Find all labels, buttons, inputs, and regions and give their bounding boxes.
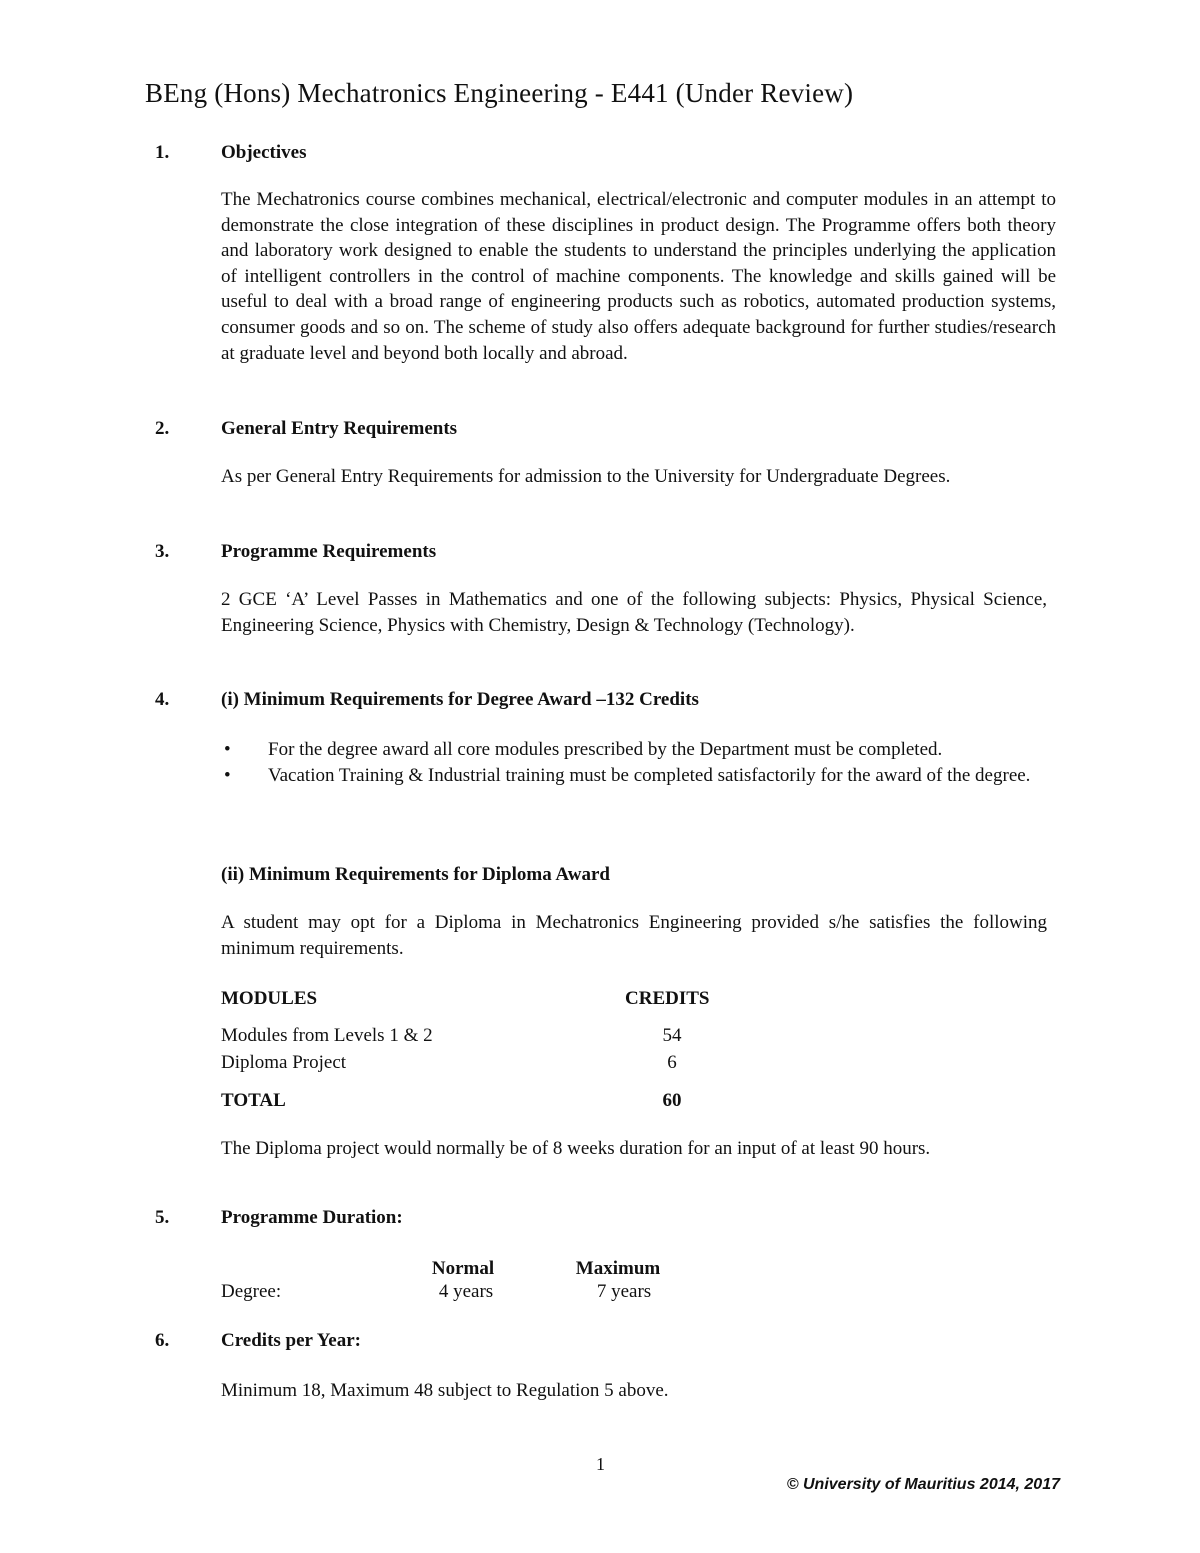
section-heading-objectives: Objectives — [221, 142, 307, 163]
table-row-module: Modules from Levels 1 & 2 — [221, 1025, 433, 1046]
duration-column-normal: Normal — [431, 1258, 495, 1279]
list-item: • Vacation Training & Industrial training must be completed satisfactorily for the award of the degree. — [221, 763, 1031, 789]
section-heading-programme-requirements: Programme Requirements — [221, 541, 437, 562]
section-number-4: 4. — [155, 689, 170, 710]
table-row-module: Diploma Project — [221, 1052, 347, 1073]
table-total-value: 60 — [662, 1090, 682, 1111]
duration-row-label: Degree: — [221, 1281, 282, 1302]
subheading-diploma-award: (ii) Minimum Requirements for Diploma Award — [221, 864, 610, 885]
page-title: BEng (Hons) Mechatronics Engineering - E441 (Under Review) — [145, 78, 854, 108]
section-number-1: 1. — [155, 142, 170, 163]
entry-requirements-paragraph: As per General Entry Requirements for admission to the University for Undergraduate Degrees. — [221, 466, 951, 487]
page-number: 1 — [596, 1454, 605, 1474]
section-number-3: 3. — [155, 541, 170, 562]
duration-normal-value: 4 years — [438, 1281, 494, 1302]
section-number-6: 6. — [155, 1330, 170, 1351]
table-row-credits: 54 — [662, 1025, 682, 1046]
table-total-label: TOTAL — [221, 1090, 286, 1111]
section-heading-programme-duration: Programme Duration: — [221, 1207, 403, 1228]
diploma-award-paragraph: A student may opt for a Diploma in Mechatronics Engineering provided s/he satisfies the following minimum requirements. — [221, 912, 1047, 959]
table-header-credits: CREDITS — [625, 988, 710, 1009]
duration-maximum-value: 7 years — [596, 1281, 652, 1302]
duration-column-maximum: Maximum — [575, 1258, 661, 1279]
table-header-modules: MODULES — [221, 988, 318, 1009]
objectives-paragraph: The Mechatronics course combines mechanical, electrical/electronic and computer modules in an attempt to demonstrate the close integration of these disciplines in product design. The Programme offers both theory and laboratory work designed to enable the students to understand the principles underlying the application of intelligent controllers in the control of machine components. The knowledge and skills gained will be useful to deal with a broad range of engineering products such as robotics, automated production systems, consumer goods and so on. The scheme of study also offers adequate background for further studies/research at graduate level and beyond both locally and abroad. — [221, 189, 1056, 364]
section-heading-degree-award: (i) Minimum Requirements for Degree Award –132 Credits — [221, 689, 699, 710]
degree-award-bullet-list — [221, 737, 1031, 788]
section-number-2: 2. — [155, 418, 170, 439]
table-row-credits: 6 — [667, 1052, 677, 1073]
list-item: • For the degree award all core modules prescribed by the Department must be completed. — [221, 737, 1031, 763]
diploma-project-note: The Diploma project would normally be of 8 weeks duration for an input of at least 90 hours. — [221, 1138, 931, 1159]
section-heading-entry-requirements: General Entry Requirements — [221, 418, 458, 439]
programme-requirements-paragraph: 2 GCE ‘A’ Level Passes in Mathematics and one of the following subjects: Physics, Physical Science, Engineering Science, Physics with Chemistry, Design & Technology (Technology). — [221, 589, 1047, 636]
credits-per-year-paragraph: Minimum 18, Maximum 48 subject to Regulation 5 above. — [221, 1380, 669, 1401]
section-heading-credits-per-year: Credits per Year: — [221, 1330, 362, 1351]
section-number-5: 5. — [155, 1207, 170, 1228]
copyright-notice: © University of Mauritius 2014, 2017 — [786, 1476, 1060, 1493]
